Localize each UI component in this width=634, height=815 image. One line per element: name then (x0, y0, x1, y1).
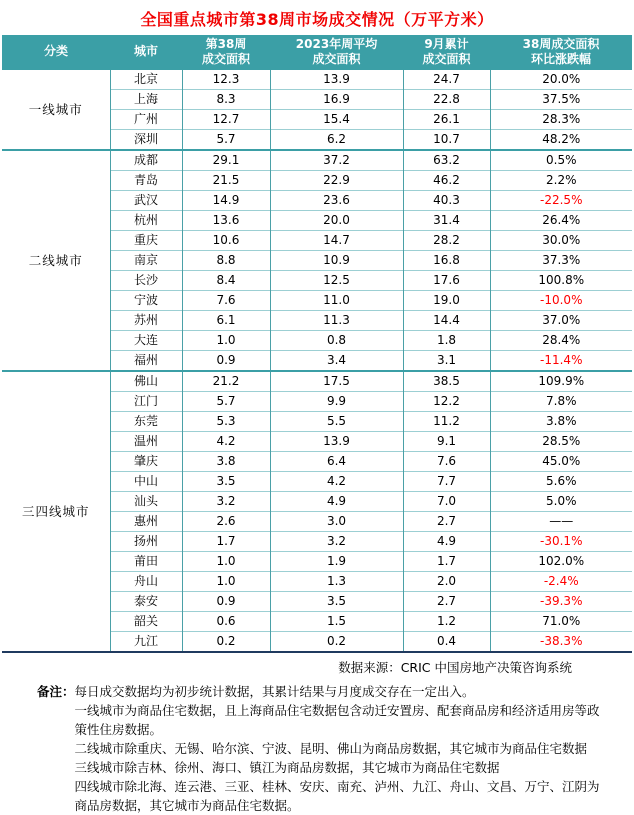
value-cell-september-total: 1.8 (403, 331, 490, 351)
table-row (2, 150, 632, 171)
city-cell: 广州 (110, 110, 182, 130)
value-cell-week38: 1.7 (182, 532, 270, 552)
value-cell-wow-change: -38.3% (490, 632, 632, 653)
value-cell-avg2023: 4.9 (270, 492, 403, 512)
value-cell-week38: 10.6 (182, 231, 270, 251)
city-cell: 北京 (110, 69, 182, 90)
value-cell-avg2023: 0.8 (270, 331, 403, 351)
value-cell-week38: 6.1 (182, 311, 270, 331)
value-cell-wow-change: 28.5% (490, 432, 632, 452)
value-cell-september-total: 19.0 (403, 291, 490, 311)
value-cell-september-total: 63.2 (403, 150, 490, 171)
city-cell: 东莞 (110, 412, 182, 432)
value-cell-september-total: 16.8 (403, 251, 490, 271)
city-cell: 福州 (110, 351, 182, 372)
value-cell-wow-change: 5.6% (490, 472, 632, 492)
city-cell: 舟山 (110, 572, 182, 592)
value-cell-week38: 5.3 (182, 412, 270, 432)
value-cell-wow-change: 2.2% (490, 171, 632, 191)
value-cell-week38: 2.6 (182, 512, 270, 532)
value-cell-wow-change: 37.5% (490, 90, 632, 110)
group-label: 一线城市 (2, 69, 110, 150)
note-line: 二线城市除重庆、无锡、哈尔滨、宁波、昆明、佛山为商品房数据，其它城市为商品住宅数据 (74, 741, 588, 756)
value-cell-wow-change: -10.0% (490, 291, 632, 311)
value-cell-avg2023: 1.3 (270, 572, 403, 592)
value-cell-avg2023: 12.5 (270, 271, 403, 291)
header-cell: 第38周 成交面积 (182, 35, 270, 69)
value-cell-avg2023: 13.9 (270, 432, 403, 452)
value-cell-september-total: 22.8 (403, 90, 490, 110)
value-cell-week38: 12.3 (182, 69, 270, 90)
city-cell: 武汉 (110, 191, 182, 211)
value-cell-wow-change: -2.4% (490, 572, 632, 592)
value-cell-week38: 3.2 (182, 492, 270, 512)
value-cell-avg2023: 4.2 (270, 472, 403, 492)
value-cell-avg2023: 16.9 (270, 90, 403, 110)
value-cell-avg2023: 22.9 (270, 171, 403, 191)
city-cell: 苏州 (110, 311, 182, 331)
notes-block (37, 682, 617, 815)
value-cell-week38: 21.5 (182, 171, 270, 191)
value-cell-avg2023: 11.3 (270, 311, 403, 331)
value-cell-september-total: 2.7 (403, 512, 490, 532)
value-cell-september-total: 26.1 (403, 110, 490, 130)
value-cell-wow-change: 45.0% (490, 452, 632, 472)
value-cell-wow-change: —— (490, 512, 632, 532)
table-row (2, 371, 632, 392)
city-cell: 大连 (110, 331, 182, 351)
value-cell-september-total: 1.7 (403, 552, 490, 572)
value-cell-september-total: 9.1 (403, 432, 490, 452)
value-cell-week38: 0.6 (182, 612, 270, 632)
page-title: 全国重点城市第38周市场成交情况（万平方米） (140, 10, 494, 29)
data-table (2, 35, 632, 653)
value-cell-september-total: 38.5 (403, 371, 490, 392)
value-cell-week38: 0.2 (182, 632, 270, 653)
city-cell: 重庆 (110, 231, 182, 251)
value-cell-week38: 5.7 (182, 392, 270, 412)
city-cell: 韶关 (110, 612, 182, 632)
value-cell-avg2023: 0.2 (270, 632, 403, 653)
value-cell-september-total: 28.2 (403, 231, 490, 251)
value-cell-september-total: 2.7 (403, 592, 490, 612)
value-cell-wow-change: 102.0% (490, 552, 632, 572)
value-cell-avg2023: 6.4 (270, 452, 403, 472)
value-cell-wow-change: 26.4% (490, 211, 632, 231)
header-cell: 分类 (2, 35, 110, 69)
value-cell-wow-change: -39.3% (490, 592, 632, 612)
value-cell-avg2023: 6.2 (270, 130, 403, 151)
note-line: 每日成交数据均为初步统计数据，其累计结果与月度成交存在一定出入。 (74, 684, 475, 699)
value-cell-september-total: 4.9 (403, 532, 490, 552)
city-cell: 长沙 (110, 271, 182, 291)
city-cell: 佛山 (110, 371, 182, 392)
value-cell-wow-change: 37.0% (490, 311, 632, 331)
value-cell-september-total: 46.2 (403, 171, 490, 191)
city-cell: 青岛 (110, 171, 182, 191)
value-cell-wow-change: -22.5% (490, 191, 632, 211)
value-cell-week38: 0.9 (182, 592, 270, 612)
value-cell-september-total: 0.4 (403, 632, 490, 653)
value-cell-wow-change: 109.9% (490, 371, 632, 392)
city-cell: 江门 (110, 392, 182, 412)
value-cell-september-total: 17.6 (403, 271, 490, 291)
value-cell-avg2023: 1.5 (270, 612, 403, 632)
city-cell: 温州 (110, 432, 182, 452)
value-cell-september-total: 7.6 (403, 452, 490, 472)
value-cell-avg2023: 3.5 (270, 592, 403, 612)
city-cell: 成都 (110, 150, 182, 171)
value-cell-avg2023: 10.9 (270, 251, 403, 271)
value-cell-september-total: 11.2 (403, 412, 490, 432)
value-cell-september-total: 14.4 (403, 311, 490, 331)
value-cell-wow-change: 28.3% (490, 110, 632, 130)
city-cell: 肇庆 (110, 452, 182, 472)
value-cell-week38: 21.2 (182, 371, 270, 392)
value-cell-week38: 0.9 (182, 351, 270, 372)
value-cell-week38: 8.4 (182, 271, 270, 291)
note-line: 四线城市除北海、连云港、三亚、桂林、安庆、南充、泸州、九江、舟山、文昌、万宁、江阴为商品房数据，其它城市为商品住宅数据。 (74, 779, 600, 813)
value-cell-wow-change: 7.8% (490, 392, 632, 412)
header-cell: 2023年周平均 成交面积 (270, 35, 403, 69)
value-cell-week38: 4.2 (182, 432, 270, 452)
value-cell-avg2023: 20.0 (270, 211, 403, 231)
notes-label: 备注： (37, 684, 75, 699)
value-cell-september-total: 24.7 (403, 69, 490, 90)
city-cell: 惠州 (110, 512, 182, 532)
value-cell-avg2023: 5.5 (270, 412, 403, 432)
note-line: 三线城市除吉林、徐州、海口、镇江为商品房数据，其它城市为商品住宅数据 (74, 760, 500, 775)
header-cell: 38周成交面积 环比涨跌幅 (490, 35, 632, 69)
value-cell-september-total: 31.4 (403, 211, 490, 231)
group-label: 二线城市 (2, 150, 110, 371)
value-cell-wow-change: 71.0% (490, 612, 632, 632)
table-header-row (2, 35, 632, 69)
value-cell-september-total: 7.7 (403, 472, 490, 492)
value-cell-avg2023: 11.0 (270, 291, 403, 311)
value-cell-avg2023: 3.4 (270, 351, 403, 372)
city-cell: 杭州 (110, 211, 182, 231)
value-cell-wow-change: 37.3% (490, 251, 632, 271)
value-cell-avg2023: 17.5 (270, 371, 403, 392)
value-cell-week38: 14.9 (182, 191, 270, 211)
value-cell-wow-change: 0.5% (490, 150, 632, 171)
value-cell-week38: 1.0 (182, 552, 270, 572)
value-cell-wow-change: 20.0% (490, 69, 632, 90)
value-cell-september-total: 3.1 (403, 351, 490, 372)
table-row (2, 69, 632, 90)
notes-body (75, 682, 612, 815)
city-cell: 上海 (110, 90, 182, 110)
value-cell-week38: 13.6 (182, 211, 270, 231)
value-cell-wow-change: -11.4% (490, 351, 632, 372)
city-cell: 中山 (110, 472, 182, 492)
data-source: 数据来源：CRIC 中国房地产决策咨询系统 (338, 660, 572, 675)
value-cell-september-total: 40.3 (403, 191, 490, 211)
value-cell-avg2023: 14.7 (270, 231, 403, 251)
value-cell-wow-change: 30.0% (490, 231, 632, 251)
value-cell-wow-change: 5.0% (490, 492, 632, 512)
value-cell-week38: 7.6 (182, 291, 270, 311)
city-cell: 九江 (110, 632, 182, 653)
city-cell: 南京 (110, 251, 182, 271)
value-cell-avg2023: 23.6 (270, 191, 403, 211)
value-cell-week38: 5.7 (182, 130, 270, 151)
value-cell-week38: 12.7 (182, 110, 270, 130)
value-cell-week38: 1.0 (182, 572, 270, 592)
city-cell: 莆田 (110, 552, 182, 572)
value-cell-wow-change: 100.8% (490, 271, 632, 291)
note-line: 一线城市为商品住宅数据，且上海商品住宅数据包含动迁安置房、配套商品房和经济适用房等政策性住房数据。 (74, 703, 600, 737)
value-cell-september-total: 1.2 (403, 612, 490, 632)
value-cell-september-total: 7.0 (403, 492, 490, 512)
city-cell: 扬州 (110, 532, 182, 552)
value-cell-avg2023: 37.2 (270, 150, 403, 171)
value-cell-avg2023: 1.9 (270, 552, 403, 572)
value-cell-wow-change: 48.2% (490, 130, 632, 151)
value-cell-avg2023: 3.2 (270, 532, 403, 552)
value-cell-avg2023: 9.9 (270, 392, 403, 412)
city-cell: 宁波 (110, 291, 182, 311)
group-label: 三四线城市 (2, 371, 110, 652)
value-cell-avg2023: 15.4 (270, 110, 403, 130)
city-cell: 泰安 (110, 592, 182, 612)
city-cell: 汕头 (110, 492, 182, 512)
value-cell-week38: 8.3 (182, 90, 270, 110)
header-cell: 城市 (110, 35, 182, 69)
value-cell-avg2023: 3.0 (270, 512, 403, 532)
value-cell-week38: 1.0 (182, 331, 270, 351)
value-cell-september-total: 10.7 (403, 130, 490, 151)
value-cell-wow-change: -30.1% (490, 532, 632, 552)
value-cell-avg2023: 13.9 (270, 69, 403, 90)
value-cell-week38: 3.5 (182, 472, 270, 492)
value-cell-september-total: 12.2 (403, 392, 490, 412)
value-cell-week38: 29.1 (182, 150, 270, 171)
header-cell: 9月累计 成交面积 (403, 35, 490, 69)
value-cell-september-total: 2.0 (403, 572, 490, 592)
value-cell-week38: 8.8 (182, 251, 270, 271)
value-cell-wow-change: 28.4% (490, 331, 632, 351)
city-cell: 深圳 (110, 130, 182, 151)
value-cell-wow-change: 3.8% (490, 412, 632, 432)
value-cell-week38: 3.8 (182, 452, 270, 472)
